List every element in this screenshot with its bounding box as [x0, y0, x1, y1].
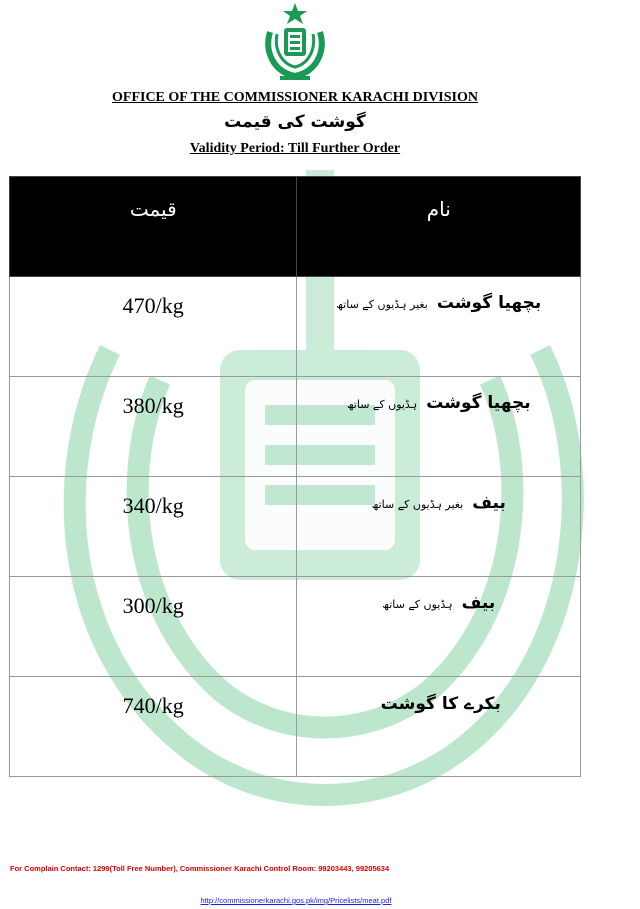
- table-header-row: [10, 177, 581, 277]
- pricelist-link[interactable]: http://commissionerkarachi.gos.pk/img/Pricelists/meat.pdf: [200, 896, 392, 905]
- price-value: 380/kg: [122, 393, 184, 418]
- price-value: 340/kg: [122, 493, 184, 518]
- item-name-main: بیف: [461, 593, 496, 613]
- header-name: نام: [297, 177, 581, 277]
- item-name-detail: ہڈیوں کے ساتھ: [382, 598, 453, 611]
- item-name: [298, 393, 579, 413]
- table-row: [10, 477, 581, 577]
- validity-period: Validity Period: Till Further Order: [189, 141, 401, 156]
- item-name: [298, 693, 579, 714]
- price-table: [9, 176, 581, 777]
- item-name-main: بیف: [472, 493, 506, 513]
- commissioner-emblem-icon: [262, 2, 328, 82]
- item-name: [298, 593, 579, 613]
- header-price: قیمت: [10, 177, 297, 277]
- item-name-detail: بغیر ہڈیوں کے ساتھ: [336, 298, 428, 311]
- table-row: [10, 677, 581, 777]
- item-name-detail: ہڈیوں کے ساتھ: [346, 398, 418, 411]
- item-name-main: بکرے کا گوشت: [380, 694, 501, 714]
- page-title-urdu: گوشت کی قیمت: [224, 112, 366, 132]
- office-title: OFFICE OF THE COMMISSIONER KARACHI DIVISION: [112, 90, 478, 105]
- item-name-main: بچھیا گوشت: [436, 293, 542, 313]
- item-name-main: بچھیا گوشت: [426, 393, 531, 413]
- table-row: [10, 277, 581, 377]
- price-value: 300/kg: [122, 593, 184, 618]
- table-row: [10, 377, 581, 477]
- price-value: 470/kg: [122, 293, 184, 318]
- price-value: 740/kg: [122, 693, 184, 718]
- item-name-detail: بغیر ہڈیوں کے ساتھ: [371, 498, 464, 511]
- item-name: [298, 493, 579, 513]
- complaint-contact: For Complain Contact: 1299(Toll Free Number), Commissioner Karachi Control Room: 99203443, 99205634: [10, 864, 390, 873]
- table-row: [10, 577, 581, 677]
- item-name: [298, 293, 579, 313]
